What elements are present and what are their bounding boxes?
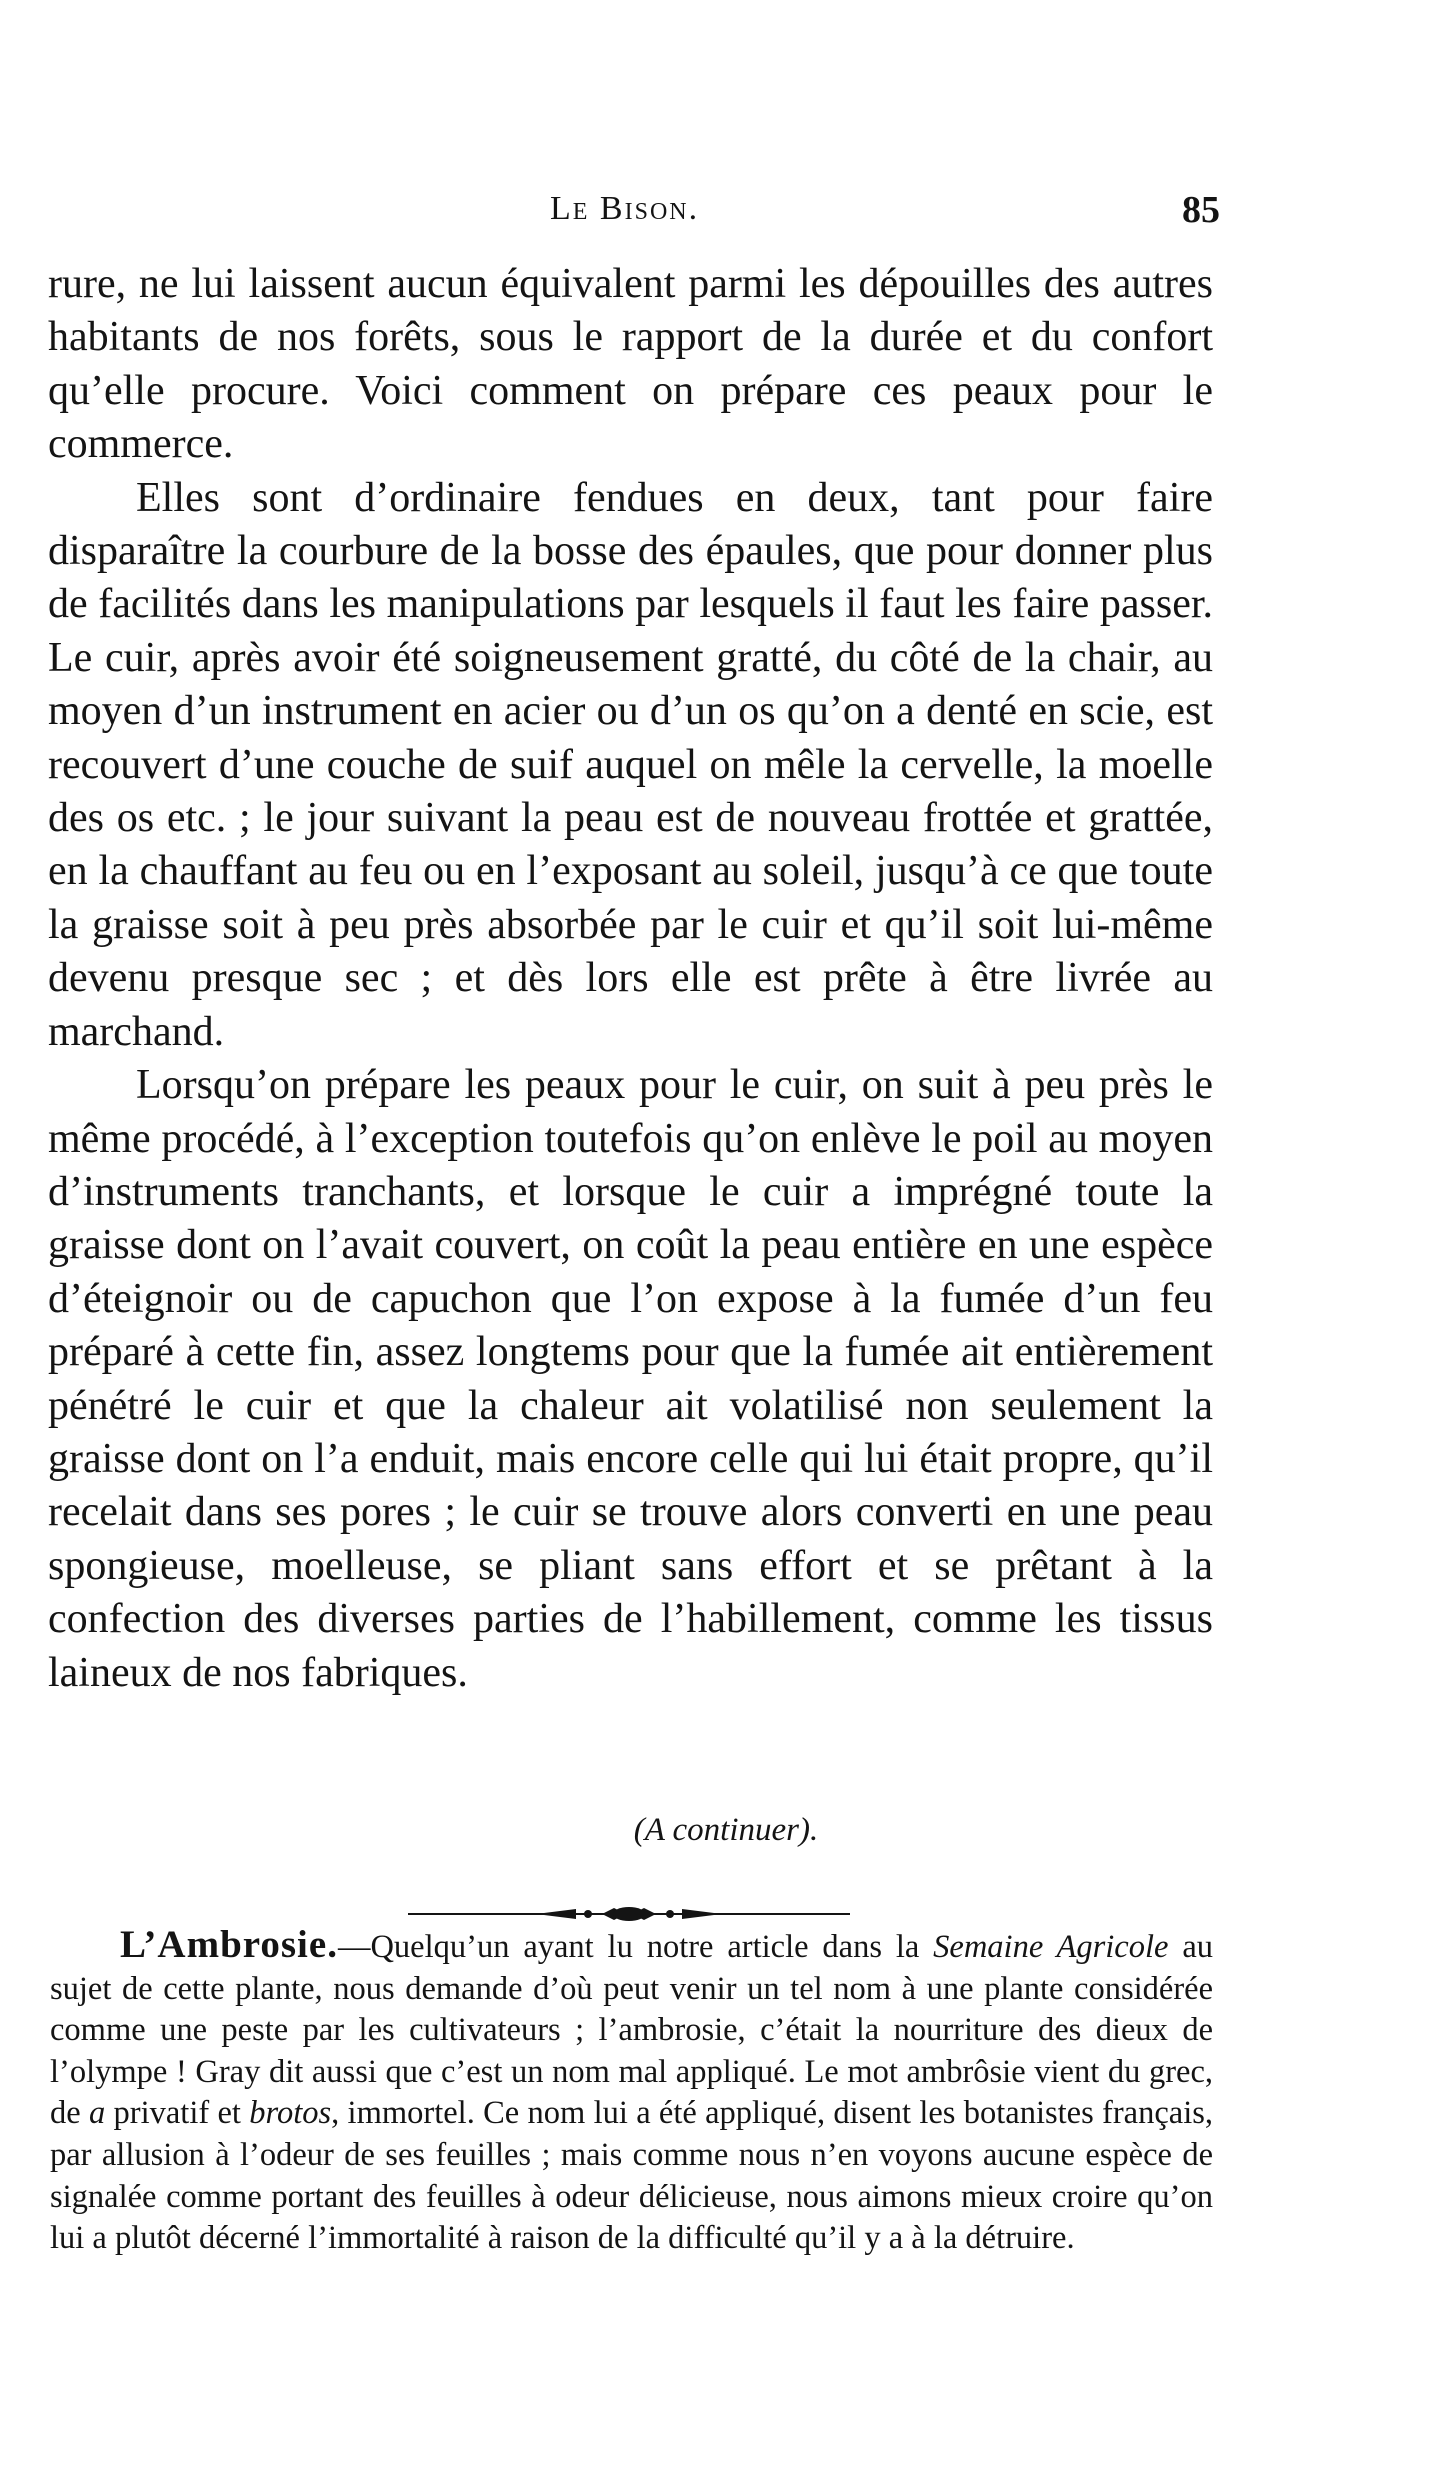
note-text: —Quelqu’un ayant lu notre article dans la xyxy=(337,1929,934,1965)
note-text: au sujet de cette plante, nous demande d’où peut venir un tel nom à une plante considérée comme une peste par les cultivateurs ; l’ambrosie, c’était la nourriture des dieux de l’olympe ! Gray dit aussi que c’est un nom mal appliqué. Le mot ambrôsie vient du grec, de xyxy=(50,1929,1213,2132)
greek-term: a xyxy=(88,2095,106,2132)
paragraph-continued: rure, ne lui laissent aucun équivalent parmi les dépouilles des autres habitants de nos forêts, sous le rapport de la durée et du confort qu’elle procure. Voici comment on prépare ces peaux pour le commerce. xyxy=(48,261,1213,468)
page-number: 85 xyxy=(1182,189,1220,231)
continuation-note: (A continuer). xyxy=(633,1812,819,1848)
note-title: L’Ambrosie. xyxy=(120,1923,338,1966)
main-text xyxy=(48,258,1213,1700)
publication-name: Semaine Agricole xyxy=(933,1929,1169,1965)
ambrosie-note xyxy=(50,1924,1213,2260)
running-title: Le Bison. xyxy=(550,190,700,227)
paragraph-skin-preparation: Elles sont d’ordinaire fendues en deux, tant pour faire disparaître la courbure de la bosse des épaules, que pour donner plus de facilités dans les manipulations par lesquels il faut les faire passer. Le cuir, après avoir été soigneusement gratté, du côté de la chair, au moyen d’un instrument en acier ou d’un os qu’on a denté en scie, est recouvert d’une couche de suif auquel on mêle la cervelle, la moelle des os etc. ; le jour suivant la peau est de nouveau frottée et grattée, en la chauffant au feu ou en l’exposant au soleil, jusqu’à ce que toute la graisse soit à peu près absorbée par le cuir et qu’il soit lui-même devenu presque sec ; et dès lors elle est prête à être livrée au marchand. xyxy=(48,474,1213,1055)
note-paragraph xyxy=(50,1924,1213,2260)
ornamental-divider xyxy=(408,1904,850,1924)
greek-term: brotos xyxy=(249,2095,332,2132)
note-text: privatif et xyxy=(105,2095,250,2132)
paragraph-leather-preparation: Lorsqu’on prépare les peaux pour le cuir, on suit à peu près le même procédé, à l’exception toutefois qu’on enlève le poil au moyen d’instruments tranchants, et lorsque le cuir a imprégné toute la graisse dont on l’avait couvert, on coût la peau entière en une espèce d’éteignoir ou de capuchon que l’on expose à la fumée d’un feu préparé à cette fin, assez longtems pour que la fumée ait entièrement pénétré le cuir et que la chaleur ait volatilisé non seulement la graisse dont on l’a enduit, mais encore celle qui lui était propre, qu’il recelait dans ses pores ; le cuir se trouve alors converti en une peau spongieuse, moelleuse, se pliant sans effort et se prêtant à la confection des diverses parties de l’habillement, comme les tissus laineux de nos fabriques. xyxy=(48,1062,1213,1696)
running-head xyxy=(120,186,1220,246)
note-text: , immortel. Ce nom lui a été appliqué, disent les botanistes français, par allusion à l’odeur de ses feuilles ; mais comme nous n’en voyons aucune espèce de signalée comme portant des feuilles à odeur délicieuse, nous aimons mieux croire qu’on lui a plutôt décerné l’immortalité à raison de la difficulté qu’il y a à la détruire. xyxy=(50,2095,1213,2257)
